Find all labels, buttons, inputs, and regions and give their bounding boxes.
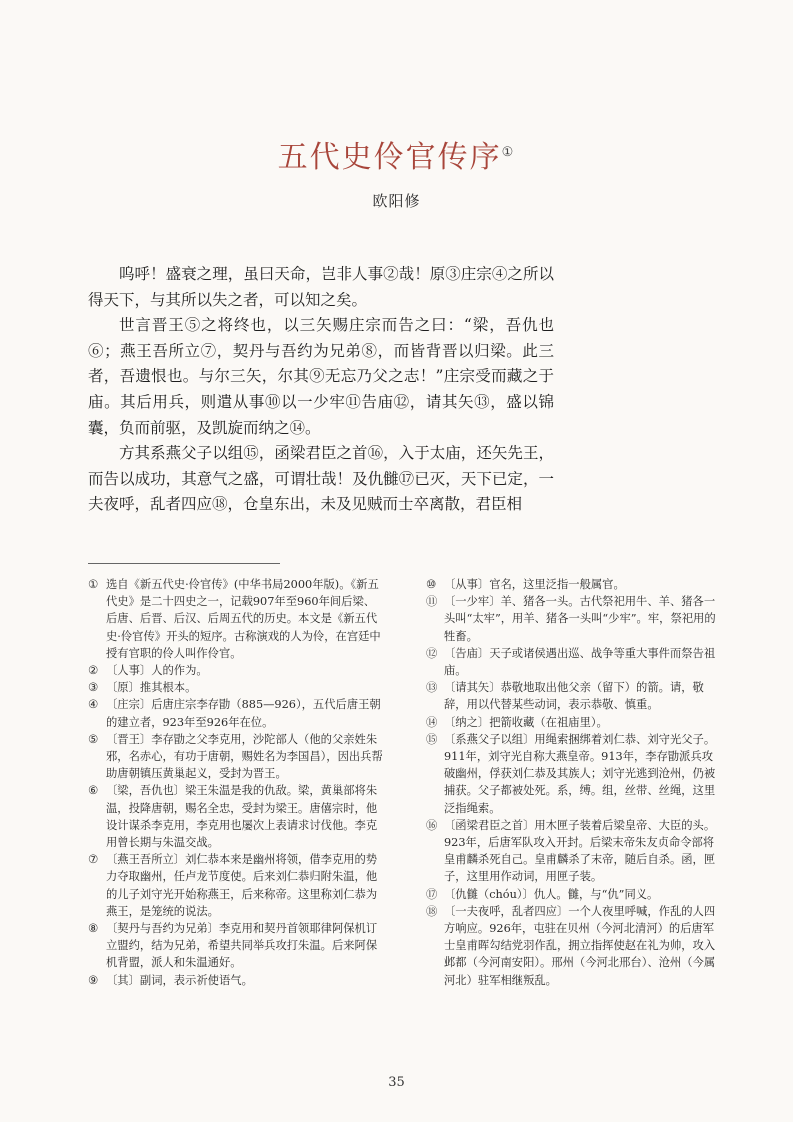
- footnote: [88, 731, 384, 783]
- footnote-divider: [88, 563, 280, 564]
- footnote-number: ⑩: [426, 578, 437, 591]
- footnote-text: 〔从事〕官名，这里泛指一般属官。: [444, 578, 625, 591]
- footnote-number: ④: [88, 698, 99, 712]
- footnote: [88, 696, 384, 730]
- footnote-text: 〔系燕父子以组〕用绳索捆绑着刘仁恭、刘守光父子。911年，刘守光自称大燕皇帝。913年，李存勖派兵攻破幽州，俘获刘仁恭及其族人；刘守光逃到沧州，仍被捕获。父子都被处死。系，缚。组，丝带、丝绳，这里泛指绳索。: [444, 732, 716, 815]
- footnote: [88, 662, 384, 679]
- footnote: [88, 679, 384, 696]
- title-footnote-marker: ①: [501, 145, 516, 160]
- footnote-number: ①: [88, 578, 99, 591]
- footnote-text: 〔仇雠（chóu）〕仇人。雠，与“仇”同义。: [444, 887, 659, 901]
- footnote: [426, 576, 720, 593]
- footnote-number: ⑨: [88, 973, 99, 987]
- footnote-number: ⑰: [426, 887, 438, 901]
- footnote-text: 〔纳之〕把箭收藏（在祖庙里）。: [444, 715, 608, 729]
- footnote-text: 〔一少牢〕羊、猪各一头。古代祭祀用牛、羊、猪各一头叫“太牢”，用羊、猪各一头叫“少牢”。牢，祭祀用的牲畜。: [444, 595, 716, 643]
- footnote: [426, 714, 720, 731]
- footnote-number: ③: [88, 681, 99, 695]
- page-title: [0, 132, 793, 176]
- footnote-number: ⑱: [426, 904, 438, 918]
- footnote: [88, 782, 384, 851]
- footnote-number: ⑮: [426, 732, 438, 746]
- footnote-text: 〔庄宗〕后唐庄宗李存勖（885—926），五代后唐王朝的建立者，923年至926年在位。: [106, 698, 381, 729]
- footnote-text: 〔晋王〕李存勖之父李克用，沙陀部人（他的父亲姓朱邪，名赤心，有功于唐朝，赐姓名为李国昌），因出兵帮助唐朝镇压黄巢起义，受封为晋王。: [106, 732, 383, 781]
- footnote-number: ②: [88, 664, 99, 678]
- footnote: [426, 817, 720, 886]
- footnote-number: ⑬: [426, 681, 438, 695]
- footnote: [426, 903, 720, 989]
- footnote-number: ⑭: [426, 715, 438, 729]
- footnote-number: ⑧: [88, 922, 99, 936]
- paragraph: 呜呼！盛衰之理，虽曰天命，岂非人事②哉！原③庄宗④之所以得天下，与其所以失之者，可以知之矣。: [88, 265, 554, 309]
- footnote: [88, 972, 384, 989]
- footnote: [426, 593, 720, 645]
- footnote: [88, 851, 384, 920]
- footnote-text: 〔函梁君臣之首〕用木匣子装着后梁皇帝、大臣的头。923年，后唐军队攻入开封。后梁末帝朱友贞命令部将皇甫麟杀死自己。皇甫麟杀了末帝，随后自杀。函，匣子，这里用作动词，用匣子装。: [444, 818, 716, 884]
- footnote-text: 〔其〕副词，表示祈使语气。: [106, 973, 253, 987]
- footnote-text: 选自《新五代史·伶官传》(中华书局2000年版)。《新五代史》是二十四史之一，记载907年至960年间后梁、后唐、后晋、后汉、后周五代的历史。本文是《新五代史·伶官传》开头的短序。古称演戏的人为伶，在宫廷中授有官职的伶人叫作伶官。: [106, 578, 381, 660]
- paragraph: 世言晋王⑤之将终也，以三矢赐庄宗而告之曰：“梁，吾仇也⑥；燕王吾所立⑦，契丹与吾约为兄弟⑧，而皆背晋以归梁。此三者，吾遗恨也。与尔三矢，尔其⑨无忘乃父之志！”庄宗受而藏之于庙。其后用兵，则遣从事⑩以一少牢⑪告庙⑫，请其矢⑬，盛以锦囊，负而前驱，及凯旋而纳之⑭。: [88, 316, 554, 437]
- footnotes-right-column: [426, 576, 720, 989]
- footnote-number: ⑫: [426, 646, 438, 660]
- footnote-text: 〔请其矢〕恭敬地取出他父亲（留下）的箭。请，敬辞，用以代替某些动词，表示恭敬、慎重。: [444, 681, 704, 712]
- footnote-text: 〔原〕推其根本。: [106, 681, 197, 695]
- footnote-text: 〔告庙〕天子或诸侯遇出巡、战争等重大事件而祭告祖庙。: [444, 646, 716, 678]
- footnote: [88, 920, 384, 972]
- main-text: [88, 262, 554, 518]
- footnote: [426, 679, 720, 713]
- author: 欧阳修: [372, 192, 421, 210]
- footnote: [88, 576, 384, 662]
- paragraph: 方其系燕父子以组⑮，函梁君臣之首⑯，入于太庙，还矢先王，而告以成功，其意气之盛，可谓壮哉！及仇雠⑰已灭，天下已定，一夫夜呼，乱者四应⑱，仓皇东出，未及见贼而士卒离散，君臣相: [88, 444, 554, 514]
- footnote: [426, 645, 720, 679]
- footnotes-left-column: [88, 576, 384, 989]
- footnote-number: ⑪: [426, 595, 438, 609]
- page-number: 35: [388, 1075, 405, 1090]
- footnote-text: 〔人事〕人的作为。: [106, 664, 208, 678]
- footnote-text: 〔燕王吾所立〕刘仁恭本来是幽州将领，借李克用的势力夺取幽州，任卢龙节度使。后来刘仁恭归附朱温，他的儿子刘守光开始称燕王，后来称帝。这里称刘仁恭为燕王，是笼统的说法。: [106, 853, 378, 918]
- footnote: [426, 886, 720, 903]
- footnote-number: ⑤: [88, 732, 99, 746]
- footnote-text: 〔梁，吾仇也〕梁王朱温是我的仇敌。梁，黄巢部将朱温，投降唐朝，赐名全忠，受封为梁王。唐僖宗时，他设计谋杀李克用，李克用也屡次上表请求讨伐他。李克用曾长期与朱温交战。: [106, 784, 378, 850]
- footnote-text: 〔契丹与吾约为兄弟〕李克用和契丹首领耶律阿保机订立盟约，结为兄弟，希望共同举兵攻打朱温。后来阿保机背盟，派人和朱温通好。: [106, 922, 378, 970]
- title-text: 五代史伶官传序: [277, 140, 502, 175]
- footnote-number: ⑯: [426, 818, 438, 832]
- footnote-number: ⑥: [88, 784, 99, 798]
- footnote: [426, 731, 720, 817]
- footnote-text: 〔一夫夜呼，乱者四应〕一个人夜里呼喊，作乱的人四方响应。926年，屯驻在贝州（今河北清河）的后唐军士皇甫晖勾结党羽作乱，拥立指挥使赵在礼为帅，攻入邺都（今河南安阳）。邢州（今河北邢台）、沧州（今属河北）驻军相继叛乱。: [444, 904, 716, 987]
- footnote-number: ⑦: [88, 853, 99, 867]
